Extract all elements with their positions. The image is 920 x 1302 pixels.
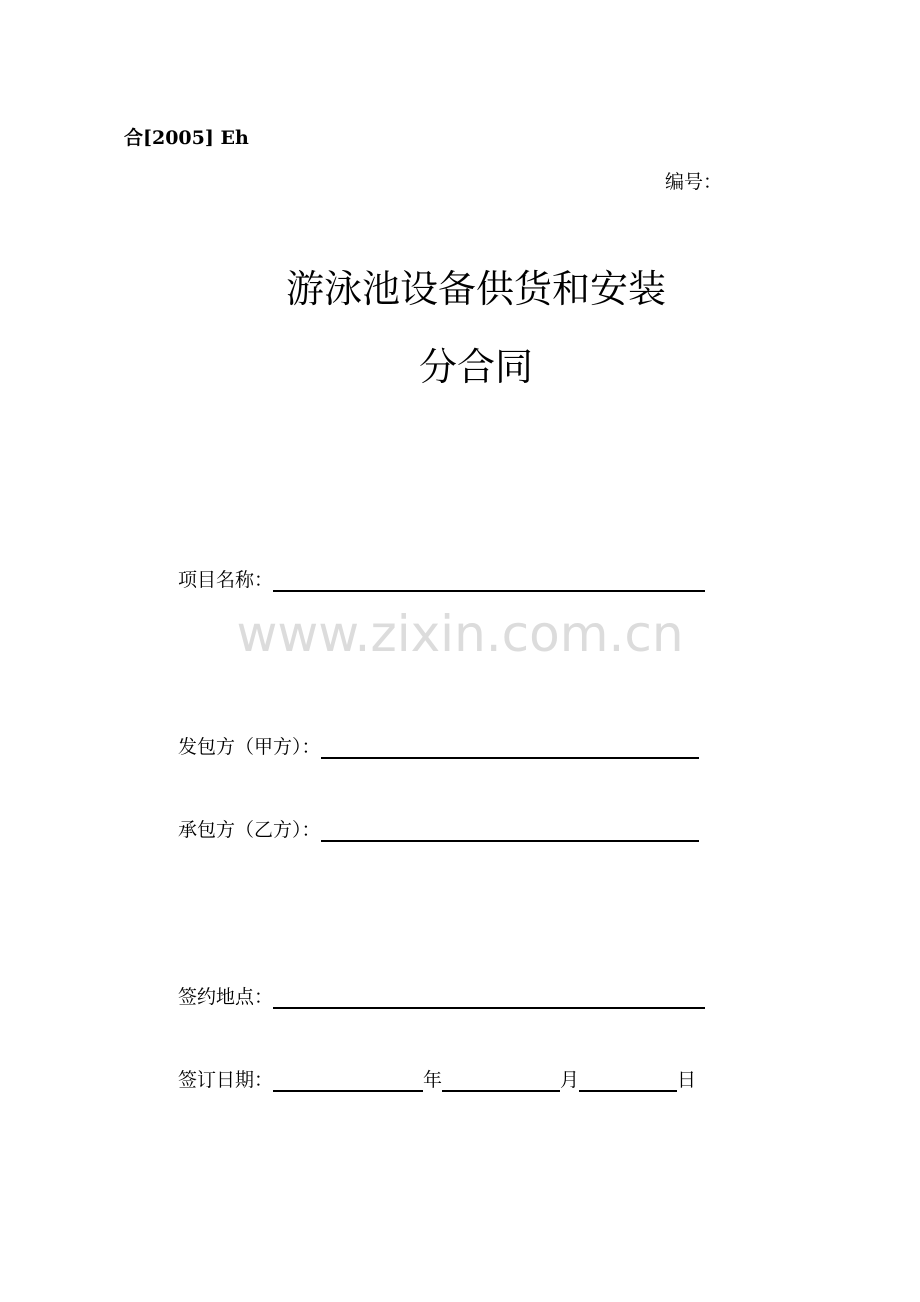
party-a-field	[178, 735, 699, 759]
signing-month-blank	[442, 1070, 560, 1092]
document-number-label: 编号：	[664, 171, 722, 193]
party-a-label: 发包方（甲方）：	[178, 736, 321, 758]
project-name-blank	[273, 570, 705, 592]
document-code: 合[2005] Eh	[124, 127, 249, 149]
year-label: 年	[423, 1069, 443, 1091]
signing-place-field	[178, 985, 705, 1009]
contract-title-line-1: 游泳池设备供货和安装	[285, 267, 666, 311]
month-label: 月	[560, 1069, 580, 1091]
party-b-blank	[321, 820, 699, 842]
signing-place-blank	[273, 987, 705, 1009]
signing-year-blank	[273, 1070, 423, 1092]
signing-day-blank	[579, 1070, 677, 1092]
project-name-field	[178, 568, 705, 592]
signing-date-field	[178, 1068, 696, 1092]
contract-title-line-2: 分合同	[418, 345, 533, 389]
party-b-field	[178, 818, 699, 842]
signing-place-label: 签约地点：	[178, 986, 274, 1008]
day-label: 日	[677, 1069, 697, 1091]
party-b-label: 承包方（乙方）：	[178, 819, 321, 841]
watermark: www.zixin.com.cn	[236, 605, 684, 663]
party-a-blank	[321, 737, 699, 759]
project-name-label: 项目名称：	[178, 569, 274, 591]
signing-date-label: 签订日期：	[178, 1069, 274, 1091]
